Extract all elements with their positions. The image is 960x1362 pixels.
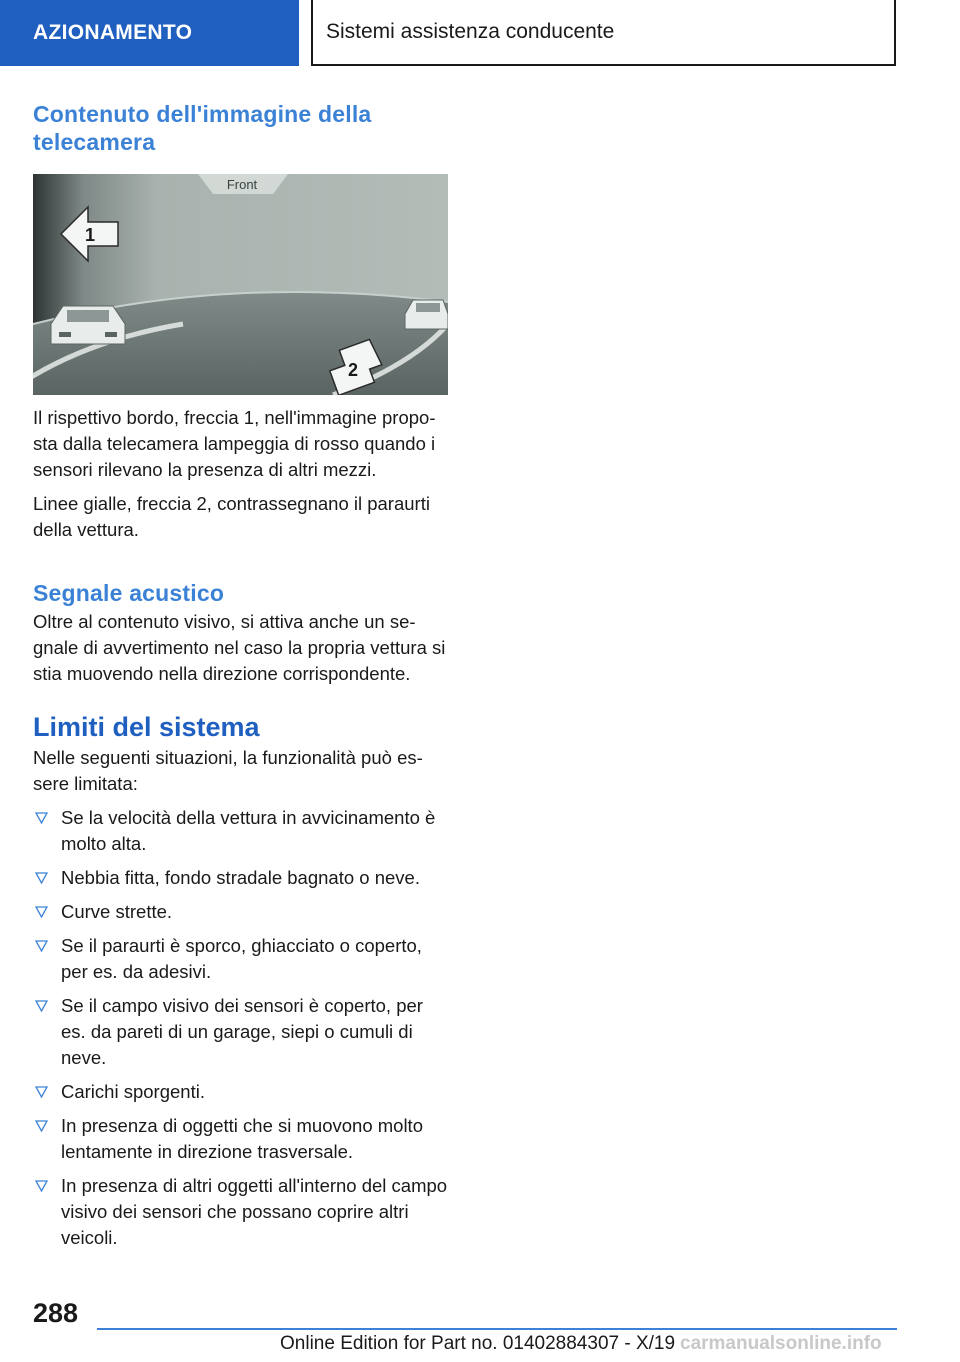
list-item-text: Curve strette. (61, 901, 173, 922)
list-item-text: Nebbia fitta, fondo stradale bagnato o neve. (61, 867, 420, 888)
system-limits-list (33, 805, 448, 1251)
list-item-text: Se il paraurti è sporco, ghiacciato o coperto, per es. da adesivi. (61, 935, 422, 982)
acoustic-signal-text: Oltre al contenuto visivo, si attiva anche un se‐gnale di avvertimento nel caso la propria vettura si stia muovendo nella direzione corrispondente. (33, 611, 446, 684)
list-item-text: Se il campo visivo dei sensori è coperto, per es. da pareti di un garage, siepi o cumuli di neve. (61, 995, 423, 1068)
system-limits-heading: Limiti del sistema (33, 712, 260, 742)
triangle-bullet-icon (35, 812, 48, 824)
front-label: Front (226, 177, 258, 192)
triangle-bullet-icon (35, 940, 48, 952)
camera-paragraph-2: Linee gialle, freccia 2, contrassegnano il paraurti della vettura. (33, 493, 430, 540)
section-title: Sistemi assistenza conducente (326, 20, 615, 43)
list-item (33, 1113, 448, 1165)
footer-divider (97, 1328, 897, 1330)
triangle-bullet-icon (35, 1180, 48, 1192)
list-item-text: In presenza di altri oggetti all'interno del campo visivo dei sensori che possano coprire altri veicoli. (61, 1175, 448, 1248)
section-header (311, 0, 896, 66)
left-car (51, 306, 125, 344)
list-item (33, 933, 448, 985)
triangle-bullet-icon (35, 1086, 48, 1098)
camera-content-heading: Contenuto dell'immagine della telecamera (33, 101, 372, 155)
triangle-bullet-icon (35, 1000, 48, 1012)
arrow-2-label: 2 (347, 360, 359, 380)
footer-edition-text: Online Edition for Part no. 01402884307 - X/19 (280, 1333, 676, 1354)
triangle-bullet-icon (35, 906, 48, 918)
triangle-bullet-icon (35, 872, 48, 884)
camera-image-figure (33, 174, 448, 395)
camera-paragraph-1: Il rispettivo bordo, freccia 1, nell'immagine propo‐sta dalla telecamera lampeggia di rosso quando i sensori rilevano la presenza di altri mezzi. (33, 407, 436, 480)
arrow-1-label: 1 (84, 225, 96, 245)
triangle-bullet-icon (35, 1120, 48, 1132)
system-limits-intro: Nelle seguenti situazioni, la funzionalità può es‐sere limitata: (33, 747, 423, 794)
right-car (405, 300, 448, 329)
list-item (33, 805, 448, 857)
list-item (33, 865, 448, 891)
chapter-tab (0, 0, 299, 66)
list-item (33, 1079, 448, 1105)
list-item (33, 899, 448, 925)
acoustic-signal-heading: Segnale acustico (33, 580, 225, 606)
chapter-title: AZIONAMENTO (33, 21, 193, 44)
content-column (33, 100, 448, 1259)
list-item (33, 1173, 448, 1251)
page-number: 288 (33, 1298, 79, 1328)
list-item-text: Carichi sporgenti. (61, 1081, 205, 1102)
list-item (33, 993, 448, 1071)
watermark-text: carmanualsonline.info (680, 1333, 882, 1354)
list-item-text: In presenza di oggetti che si muovono molto lentamente in direzione trasversale. (61, 1115, 423, 1162)
list-item-text: Se la velocità della vettura in avvicinamento è molto alta. (61, 807, 436, 854)
